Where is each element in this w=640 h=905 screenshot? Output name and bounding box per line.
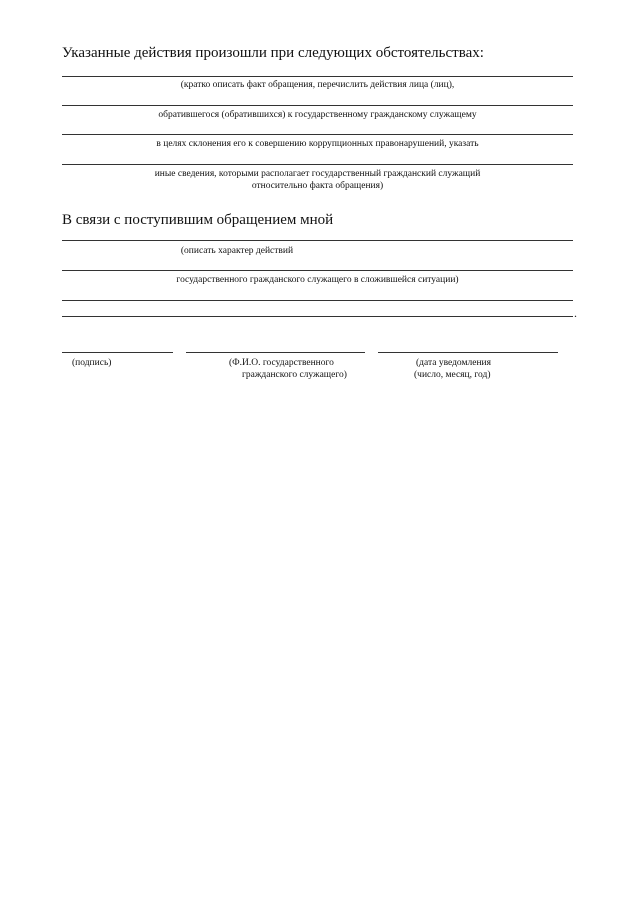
circumstances-line-1	[62, 76, 573, 77]
circumstances-line-4	[62, 164, 573, 165]
date-caption-2: (число, месяц, год)	[414, 370, 491, 380]
name-caption-2: гражданского служащего)	[242, 370, 347, 380]
date-caption-1: (дата уведомления	[416, 358, 492, 368]
circumstances-line-3	[62, 134, 573, 135]
circumstances-hint-4: иные сведения, которыми располагает государственный гражданский служащий	[154, 169, 481, 179]
date-line	[378, 352, 558, 353]
name-line	[186, 352, 365, 353]
signature-caption: (подпись)	[72, 358, 112, 368]
actions-hint-1: (описать характер действий	[180, 246, 294, 256]
circumstances-line-2	[62, 105, 573, 106]
circumstances-heading: Указанные действия произошли при следующих обстоятельствах:	[62, 45, 484, 61]
circumstances-hint-5: относительно факта обращения)	[251, 181, 384, 191]
circumstances-hint-3: в целях склонения его к совершению коррупционных правонарушений, указать	[156, 139, 479, 149]
actions-heading: В связи с поступившим обращением мной	[62, 212, 334, 228]
actions-line-1	[62, 240, 573, 241]
signature-line	[62, 352, 173, 353]
actions-line-4	[62, 316, 573, 317]
actions-hint-2: государственного гражданского служащего в сложившейся ситуации)	[176, 275, 459, 285]
actions-line-3	[62, 300, 573, 301]
actions-line-2	[62, 270, 573, 271]
name-caption-1: (Ф.И.О. государственного	[229, 358, 334, 368]
actions-end-mark: .	[574, 306, 577, 320]
circumstances-hint-2: обратившегося (обратившихся) к государственному гражданскому служащему	[158, 110, 477, 120]
circumstances-hint-1: (кратко описать факт обращения, перечислить действия лица (лиц),	[180, 80, 455, 90]
